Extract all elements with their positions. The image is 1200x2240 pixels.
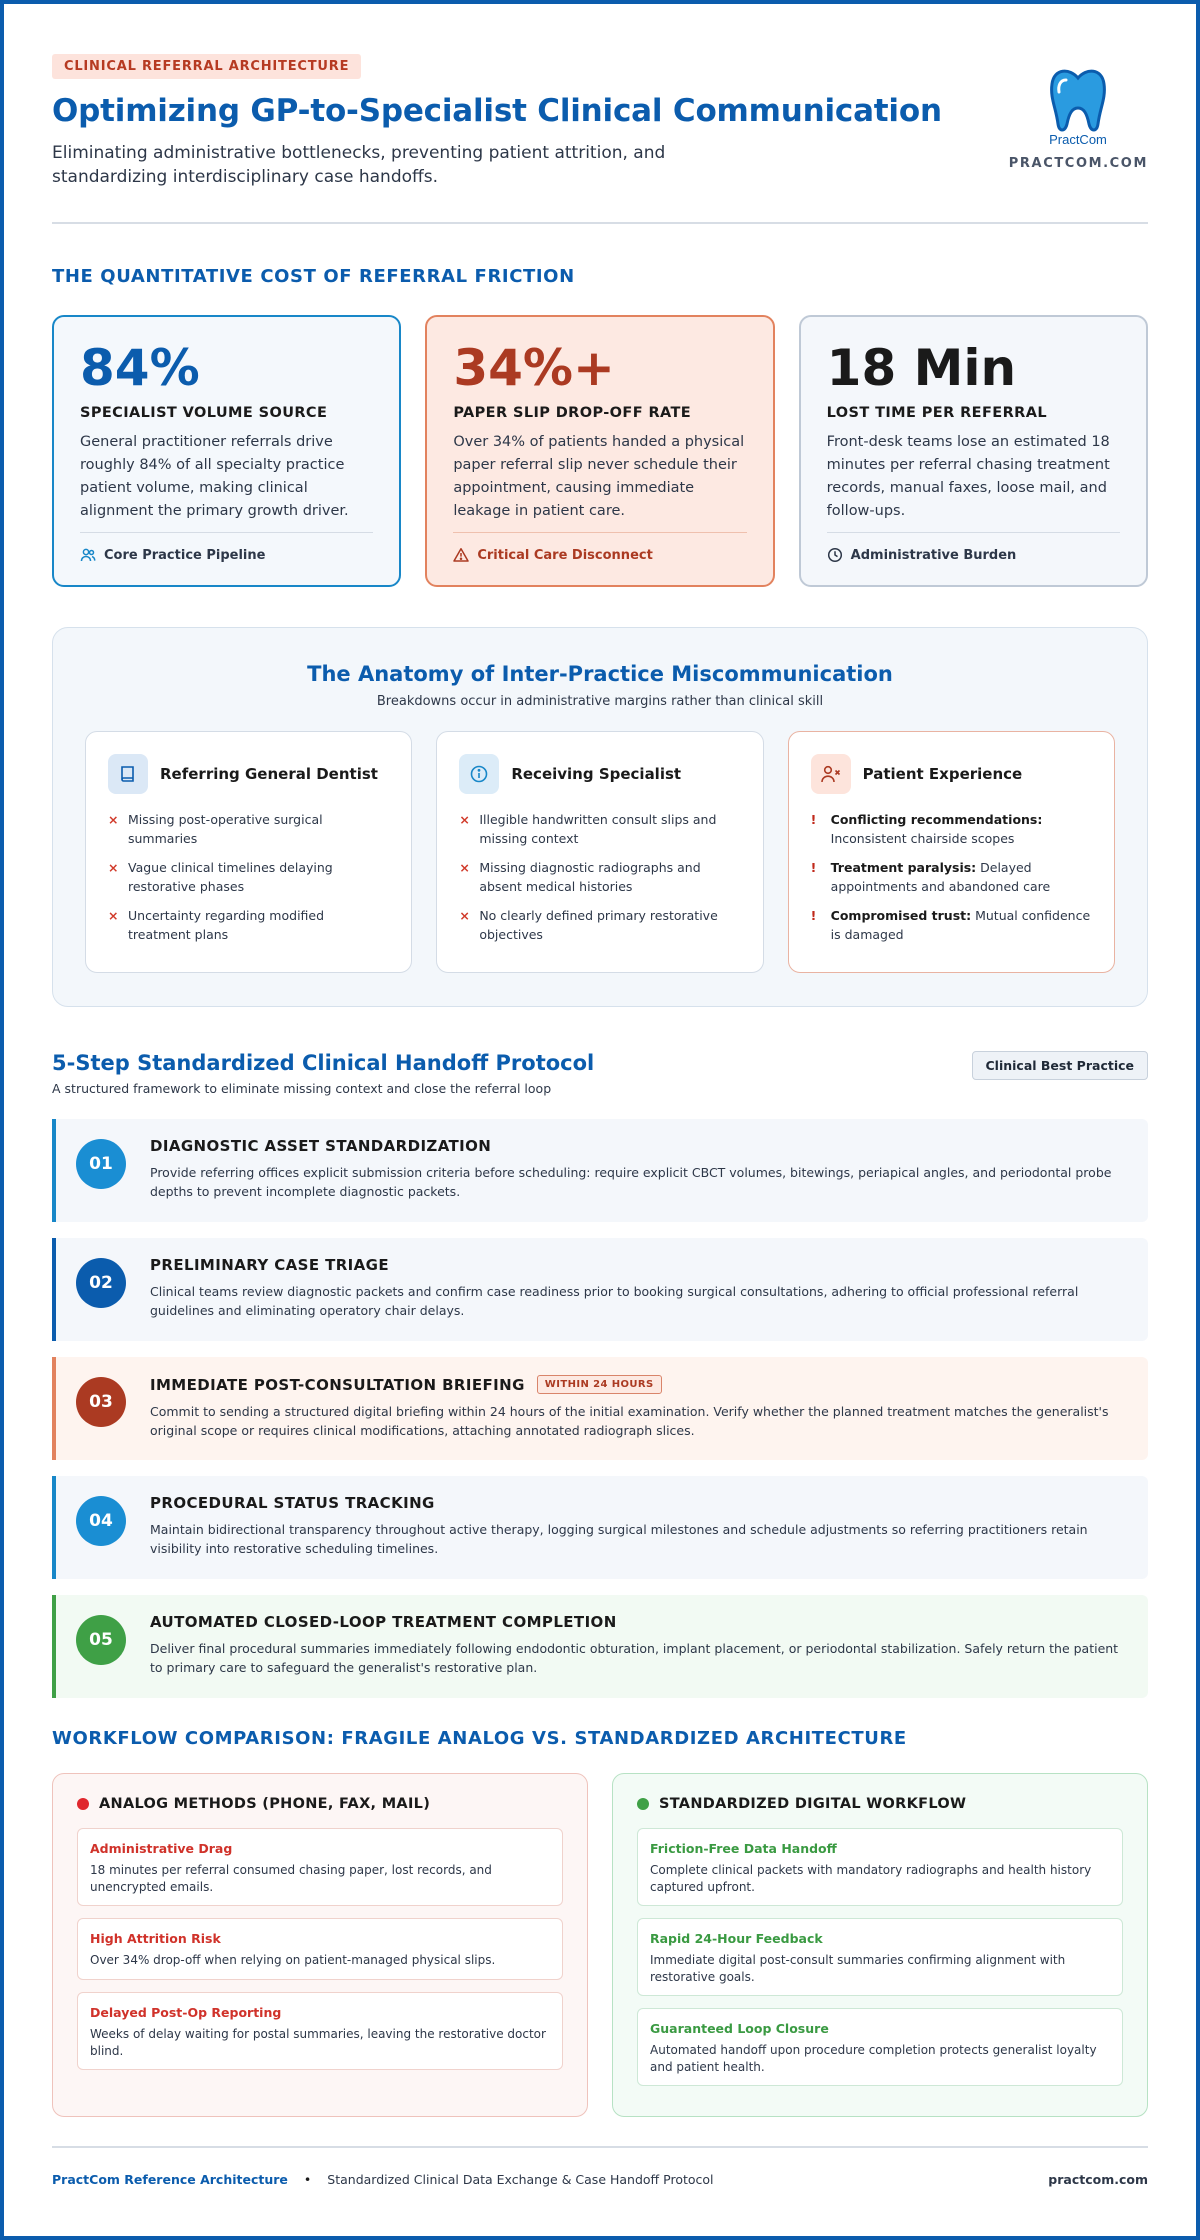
stat-footer-label: Administrative Burden bbox=[850, 547, 1017, 563]
protocol-step bbox=[52, 1595, 1148, 1698]
x-icon: × bbox=[108, 860, 119, 875]
step-description: Commit to sending a structured digital briefing within 24 hours of the initial examination. Verify whether the planned treatment matches the generalist's original scope or requires clinical modifications, attaching annotated radiograph slices. bbox=[150, 1404, 1109, 1438]
clock-icon bbox=[827, 547, 843, 563]
step-number: 03 bbox=[76, 1377, 126, 1427]
stat-footer-label: Critical Care Disconnect bbox=[477, 547, 653, 563]
list-item: × No clearly defined primary restorative objectives bbox=[459, 908, 718, 942]
header-divider bbox=[52, 222, 1148, 224]
step-description: Deliver final procedural summaries immediately following endodontic obturation, implant placement, or periodontal stabilization. Safely return the patient to primary care to safeguard the generalist's restorative plan. bbox=[150, 1641, 1119, 1675]
protocol-title: 5-Step Standardized Clinical Handoff Protocol bbox=[52, 1051, 595, 1075]
protocol-subtitle: A structured framework to eliminate missing context and close the referral loop bbox=[52, 1081, 552, 1096]
x-icon: × bbox=[108, 812, 119, 827]
header bbox=[52, 54, 1148, 216]
protocol-step bbox=[52, 1238, 1148, 1341]
protocol-step bbox=[52, 1119, 1148, 1222]
item-description: 18 minutes per referral consumed chasing paper, lost records, and unencrypted emails. bbox=[90, 1863, 492, 1894]
anatomy-card-header bbox=[108, 754, 389, 794]
list-item: × Illegible handwritten consult slips and missing context bbox=[459, 812, 717, 846]
analog-items bbox=[77, 1828, 563, 2070]
footer bbox=[52, 2146, 1148, 2187]
footer-brand: PractCom Reference Architecture bbox=[52, 2172, 288, 2187]
step-description: Clinical teams review diagnostic packets and confirm case readiness prior to booking surgical consultations, adhering to official professional referral guidelines and eliminating operatory chair delays. bbox=[150, 1284, 1079, 1318]
page-subtitle: Eliminating administrative bottlenecks, preventing patient attrition, and standardizing interdisciplinary case handoffs. bbox=[52, 143, 666, 187]
anatomy-card-header bbox=[459, 754, 740, 794]
item-description: Complete clinical packets with mandatory radiographs and health history captured upfront. bbox=[650, 1863, 1092, 1894]
protocol-header bbox=[52, 1051, 1148, 1095]
anatomy-columns bbox=[85, 731, 1115, 973]
comparison-item bbox=[637, 2008, 1123, 2086]
step-title-row bbox=[150, 1494, 1120, 1512]
protocol-step bbox=[52, 1476, 1148, 1579]
step-title: IMMEDIATE POST-CONSULTATION BRIEFING bbox=[150, 1375, 525, 1394]
book-icon bbox=[108, 754, 148, 794]
stat-description: General practitioner referrals drive roughly 84% of all specialty practice patient volume, making clinical alignment the primary growth driver. bbox=[80, 434, 349, 519]
item-title: Friction-Free Data Handoff bbox=[650, 1841, 837, 1856]
stat-label: PAPER SLIP DROP-OFF RATE bbox=[453, 405, 692, 421]
anatomy-card-title: Patient Experience bbox=[862, 765, 1023, 783]
step-title-row bbox=[150, 1256, 1120, 1274]
footer-description: Standardized Clinical Data Exchange & Case Handoff Protocol bbox=[327, 2172, 714, 2187]
step-title-row bbox=[150, 1137, 1120, 1155]
anatomy-card-header bbox=[811, 754, 1092, 794]
anatomy-card-title: Referring General Dentist bbox=[160, 765, 378, 783]
tooth-icon bbox=[1032, 64, 1124, 146]
list-item: ! Conflicting recommendations: Inconsistent chairside scopes bbox=[810, 812, 1043, 846]
analog-panel-title: ANALOG METHODS (PHONE, FAX, MAIL) bbox=[99, 1796, 431, 1812]
cost-section-title: THE QUANTITATIVE COST OF REFERRAL FRICTION bbox=[52, 266, 575, 287]
anatomy-panel bbox=[52, 627, 1148, 1007]
item-title: High Attrition Risk bbox=[90, 1931, 221, 1946]
step-title: AUTOMATED CLOSED-LOOP TREATMENT COMPLETION bbox=[150, 1613, 617, 1631]
item-title: Administrative Drag bbox=[90, 1841, 233, 1856]
exclamation-icon: ! bbox=[810, 860, 817, 875]
stat-description: Over 34% of patients handed a physical paper referral slip never schedule their appointment, causing immediate leakage in patient care. bbox=[453, 434, 745, 519]
svg-text:PractCom: PractCom bbox=[1049, 132, 1107, 146]
timing-badge: WITHIN 24 HOURS bbox=[537, 1375, 662, 1394]
item-description: Automated handoff upon procedure completion protects generalist loyalty and patient health. bbox=[650, 2043, 1097, 2074]
list-item: ! Compromised trust: Mutual confidence is damaged bbox=[810, 908, 1091, 942]
users-icon bbox=[80, 547, 96, 563]
step-title-row bbox=[150, 1613, 1120, 1631]
step-description: Maintain bidirectional transparency throughout active therapy, logging surgical milestones and schedule adjustments so referring practitioners retain visibility into restorative scheduling timelines. bbox=[150, 1522, 1088, 1556]
comparison-item bbox=[77, 1918, 563, 1980]
list-item: × Uncertainty regarding modified treatment plans bbox=[108, 908, 325, 942]
step-title-row bbox=[150, 1375, 1120, 1394]
exclamation-icon: ! bbox=[810, 812, 817, 827]
stat-label: LOST TIME PER REFERRAL bbox=[826, 405, 1047, 421]
exclamation-icon: ! bbox=[810, 908, 817, 923]
comparison-item bbox=[637, 1918, 1123, 1996]
x-icon: × bbox=[459, 908, 470, 923]
protocol-step bbox=[52, 1357, 1148, 1460]
step-title: PRELIMINARY CASE TRIAGE bbox=[150, 1256, 390, 1274]
stat-card-volume bbox=[52, 315, 401, 587]
user-x-icon bbox=[811, 754, 851, 794]
list-item: × Missing post-operative surgical summaries bbox=[108, 812, 323, 846]
brand-logo bbox=[1008, 64, 1148, 171]
anatomy-subtitle: Breakdowns occur in administrative margins rather than clinical skill bbox=[376, 694, 824, 709]
info-icon bbox=[459, 754, 499, 794]
comparison-row bbox=[52, 1773, 1148, 2117]
stats-row bbox=[52, 315, 1148, 587]
list-item: ! Treatment paralysis: Delayed appointments and abandoned care bbox=[810, 860, 1051, 894]
x-icon: × bbox=[459, 860, 470, 875]
red-dot-icon bbox=[77, 1798, 89, 1810]
stat-label: SPECIALIST VOLUME SOURCE bbox=[80, 405, 328, 421]
stat-value: 34%+ bbox=[453, 339, 615, 397]
stat-footer bbox=[453, 532, 746, 563]
stat-value: 18 Min bbox=[826, 339, 1017, 397]
stat-value: 84% bbox=[80, 339, 200, 397]
anatomy-list bbox=[811, 810, 1092, 944]
comparison-title: WORKFLOW COMPARISON: FRAGILE ANALOG VS. STANDARDIZED ARCHITECTURE bbox=[52, 1728, 907, 1749]
comparison-item bbox=[77, 1992, 563, 2070]
stat-footer bbox=[80, 532, 373, 563]
anatomy-card-patient bbox=[788, 731, 1115, 973]
x-icon: × bbox=[459, 812, 470, 827]
item-description: Immediate digital post-consult summaries confirming alignment with restorative goals. bbox=[650, 1953, 1066, 1984]
brand-url[interactable]: PRACTCOM.COM bbox=[1008, 156, 1148, 171]
anatomy-title: The Anatomy of Inter-Practice Miscommunication bbox=[307, 662, 893, 686]
green-dot-icon bbox=[637, 1798, 649, 1810]
step-number: 05 bbox=[76, 1615, 126, 1665]
analog-panel-header bbox=[77, 1796, 563, 1812]
step-number: 02 bbox=[76, 1258, 126, 1308]
best-practice-badge: Clinical Best Practice bbox=[972, 1051, 1149, 1080]
item-title: Rapid 24-Hour Feedback bbox=[650, 1931, 823, 1946]
list-item: × Vague clinical timelines delaying restorative phases bbox=[108, 860, 333, 894]
category-tag: CLINICAL REFERRAL ARCHITECTURE bbox=[52, 54, 361, 79]
step-title: PROCEDURAL STATUS TRACKING bbox=[150, 1494, 435, 1512]
digital-panel-title: STANDARDIZED DIGITAL WORKFLOW bbox=[659, 1796, 967, 1812]
stat-footer-label: Core Practice Pipeline bbox=[104, 547, 266, 563]
anatomy-card-dentist bbox=[85, 731, 412, 973]
anatomy-card-specialist bbox=[436, 731, 763, 973]
digital-items bbox=[637, 1828, 1123, 2086]
step-description: Provide referring offices explicit submission criteria before scheduling: require explicit CBCT volumes, bitewings, periapical angles, and periodontal probe depths to prevent incomplete diagnostic packets. bbox=[150, 1165, 1112, 1199]
stat-footer bbox=[827, 532, 1120, 563]
item-description: Over 34% drop-off when relying on patient-managed physical slips. bbox=[90, 1953, 496, 1967]
anatomy-list bbox=[108, 810, 389, 944]
digital-panel bbox=[612, 1773, 1148, 2117]
page-title: Optimizing GP-to-Specialist Clinical Communication bbox=[52, 93, 942, 129]
stat-card-dropoff bbox=[425, 315, 774, 587]
item-title: Guaranteed Loop Closure bbox=[650, 2021, 829, 2036]
comparison-item bbox=[637, 1828, 1123, 1906]
x-icon: × bbox=[108, 908, 119, 923]
anatomy-card-title: Receiving Specialist bbox=[511, 765, 682, 783]
digital-panel-header bbox=[637, 1796, 1123, 1812]
item-title: Delayed Post-Op Reporting bbox=[90, 2005, 282, 2020]
step-title: DIAGNOSTIC ASSET STANDARDIZATION bbox=[150, 1137, 492, 1155]
stat-description: Front-desk teams lose an estimated 18 minutes per referral chasing treatment records, manual faxes, loose mail, and follow-ups. bbox=[826, 434, 1110, 519]
comparison-item bbox=[77, 1828, 563, 1906]
item-description: Weeks of delay waiting for postal summaries, leaving the restorative doctor blind. bbox=[90, 2027, 546, 2058]
anatomy-list bbox=[459, 810, 740, 944]
analog-panel bbox=[52, 1773, 588, 2117]
step-number: 01 bbox=[76, 1139, 126, 1189]
warning-icon bbox=[453, 547, 469, 563]
list-item: × Missing diagnostic radiographs and absent medical histories bbox=[459, 860, 701, 894]
stat-card-lost-time bbox=[799, 315, 1148, 587]
footer-url[interactable]: practcom.com bbox=[1048, 2172, 1148, 2187]
footer-separator: • bbox=[303, 2172, 312, 2187]
protocol-steps bbox=[52, 1119, 1148, 1698]
step-number: 04 bbox=[76, 1496, 126, 1546]
